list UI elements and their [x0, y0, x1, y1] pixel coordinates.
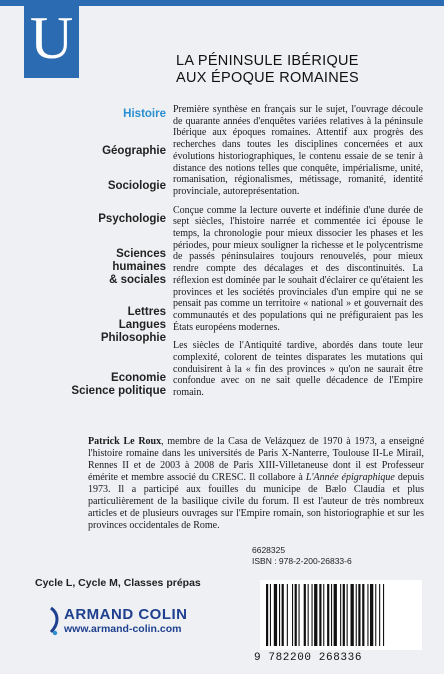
barcode-bar: [299, 584, 300, 646]
discipline-label: Philosophie: [100, 332, 166, 344]
barcode-bar: [375, 584, 376, 646]
discipline-label: Science politique: [71, 385, 166, 397]
barcode-bar: [340, 584, 341, 646]
publisher-name: ARMAND COLIN: [64, 606, 188, 623]
barcode-bar: [358, 584, 360, 646]
series-letter: U: [29, 5, 74, 71]
barcode-bar: [295, 584, 297, 646]
discipline-label: Histoire: [123, 108, 166, 120]
barcode-bar: [323, 584, 324, 646]
barcode-bar: [314, 584, 317, 646]
audience-label: Cycle L, Cycle M, Classes prépas: [35, 577, 201, 589]
barcode-bar: [319, 584, 321, 646]
discipline-sciences-humaines: [36, 248, 166, 287]
discipline-label: Economie: [111, 372, 166, 384]
barcode-bar: [327, 584, 329, 646]
discipline-label: Lettres: [127, 306, 166, 318]
discipline-geographie: [36, 145, 166, 158]
barcode-bar: [379, 584, 380, 646]
author-name: Patrick Le Roux: [88, 436, 162, 447]
discipline-histoire: [36, 108, 166, 121]
summary-paragraph-1: Première synthèse en français sur le sujet, l'ouvrage découle de quarante années d'enquêtes variées relatives à la péninsule Ibérique aux époques romaines. Attentif aux progrès des recherches dans toutes les disciplines concernées et aux évolutions historiographiques, le contenu essaie de se tenir à distance des notions telles que conquête, impérialisme, unité, romanisation, régionalismes, métissage, romanité, identité provinciale, autoreprésentation.: [173, 104, 423, 197]
back-cover-summary: [173, 104, 423, 406]
barcode-digits: 9 782200 268336: [254, 652, 363, 664]
discipline-economie: [36, 372, 166, 398]
barcode-bar: [362, 584, 364, 646]
publisher-url[interactable]: www.armand-colin.com: [64, 623, 182, 635]
isbn: ISBN : 978-2-200-26833-6: [252, 556, 352, 566]
summary-paragraph-3: Les siècles de l'Antiquité tardive, abordés dans toute leur complexité, colorent de teintes disparates les mutations qui conduisirent à la « fin des provinces » qu'on ne saurait être confondue avec on ne sait quelle décadence de l'Empire romain.: [173, 340, 423, 399]
barcode-bar: [343, 584, 345, 646]
discipline-label: Sciences: [116, 248, 166, 260]
title-line-2: AUX ÉPOQUE ROMAINES: [176, 70, 359, 86]
discipline-label: Psychologie: [98, 213, 166, 225]
barcode-bar: [292, 584, 293, 646]
barcode-bar: [331, 584, 332, 646]
barcode-bar: [287, 584, 288, 646]
barcode-bar: [370, 584, 373, 646]
product-codes: [252, 545, 352, 567]
barcode-bar: [383, 584, 384, 646]
barcode-bar: [367, 584, 368, 646]
barcode-bar: [282, 584, 284, 646]
discipline-sociologie: [36, 180, 166, 193]
title-line-1: LA PÉNINSULE IBÉRIQUE: [176, 53, 359, 69]
barcode-bar: [356, 584, 357, 646]
discipline-label: Géographie: [102, 145, 166, 157]
summary-paragraph-2: Conçue comme la lecture ouverte et indéfinie d'une durée de sept siècles, l'histoire narrée et commentée ici épouse le temps, la chronologie pour mieux dissocier les phases et les périodes, pour mieux souligner la richesse et le polycentrisme de passés péninsulaires toujours renouvelés, pour mieux rendre compte des décalages et des discontinuités. La réflexion est dominée par le souhait d'éclairer ce qu'étaient les provinces et les sociétés provinciales d'un empire qui ne se pensait pas comme un territoire « national » et gouvernait des communautés et des populations qui ne préfiguraient pas les États européens modernes.: [173, 204, 423, 333]
barcode-bar: [270, 584, 271, 646]
discipline-lettres: [36, 306, 166, 345]
author-bio-part-2: depuis 1973. Il a participé aux fouilles du municipe de Bælo Claudia et plus particulièrement de la basilique civile du forum. Il est l'auteur de très nombreux articles et de plusieurs ouvrages sur l'Empire romain, son historiographie et sur les provinces occidentales de Rome.: [88, 472, 424, 531]
discipline-psychologie: [36, 213, 166, 226]
discipline-label: Sociologie: [107, 180, 166, 192]
publisher-mark-icon: [48, 606, 62, 636]
barcode-bar: [351, 584, 354, 646]
barcode-bars: [260, 580, 422, 650]
discipline-label: humaines: [112, 261, 166, 273]
barcode-bar: [274, 584, 277, 646]
barcode-bar: [334, 584, 337, 646]
discipline-label: & sociales: [109, 274, 166, 286]
author-bio-journal: L'Année épigraphique: [305, 472, 395, 483]
book-title: [176, 53, 359, 87]
barcode-bar: [279, 584, 280, 646]
series-logo-block: [24, 0, 79, 78]
discipline-label: Langues: [118, 319, 166, 331]
barcode: [260, 580, 422, 650]
author-biography: [88, 436, 424, 532]
barcode-bar: [304, 584, 306, 646]
barcode-bar: [266, 584, 268, 646]
reference-code: 6628325: [252, 545, 286, 555]
barcode-bar: [312, 584, 313, 646]
barcode-bar: [347, 584, 348, 646]
author-bio-part-1: , membre de la Casa de Velázquez de 1970 à 1973, a enseigné l'histoire romaine dans les universités de Paris X-Nanterre, Toulouse II-Le Mirail, Rennes II et de 2003 à 2008 de Paris XIII-Villetaneuse dont il est Professeur émérite et membre associé du CRESC. Il collabore à: [88, 436, 425, 483]
barcode-bar: [308, 584, 309, 646]
